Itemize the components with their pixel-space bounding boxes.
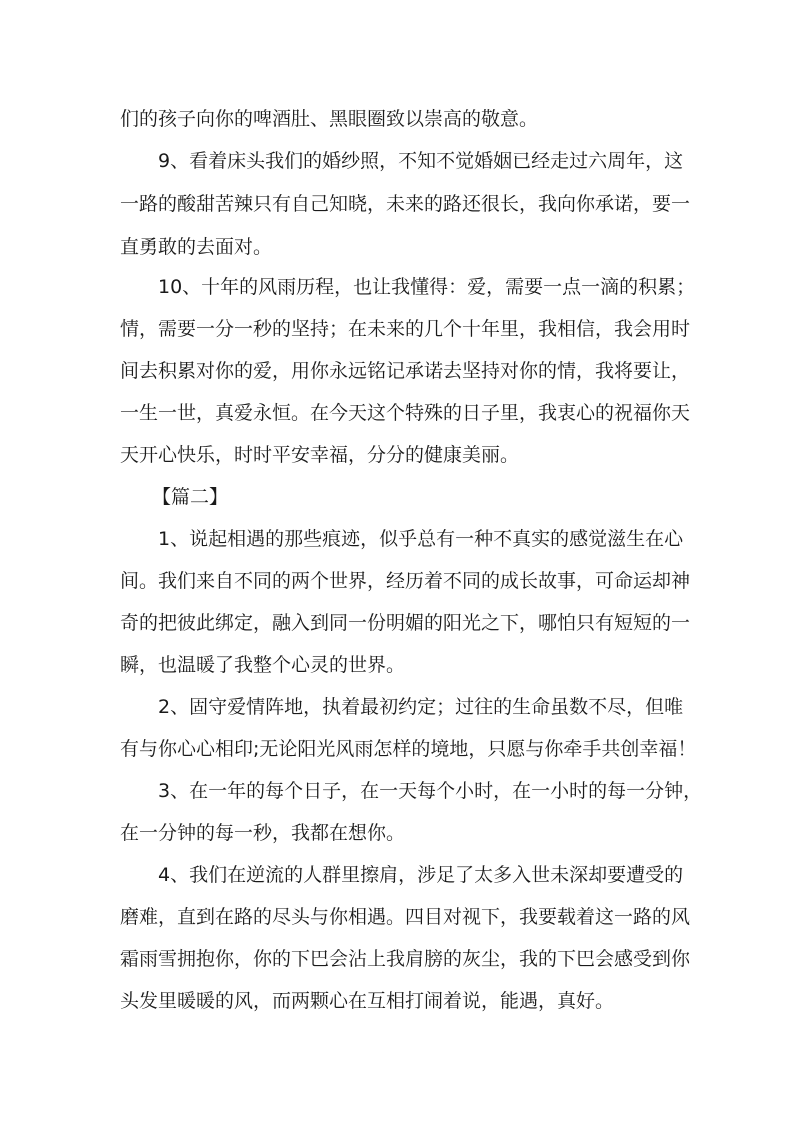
paragraph-line: 间去积累对你的爱，用你永远铭记承诺去坚持对你的情，我将要让， (120, 360, 691, 382)
paragraph-line: 霜雨雪拥抱你，你的下巴会沾上我肩膀的灰尘，我的下巴会感受到你 (120, 948, 691, 970)
paragraph-line: 直勇敢的去面对。 (120, 236, 273, 258)
paragraph-line: 间。我们来自不同的两个世界，经历着不同的成长故事，可命运却神 (120, 570, 691, 592)
paragraph-line: 情，需要一分一秒的坚持；在未来的几个十年里，我相信，我会用时 (120, 318, 691, 340)
paragraph-line: 4、我们在逆流的人群里擦肩，涉足了太多入世未深却要遭受的 (158, 864, 684, 886)
paragraph-line: 有与你心心相印;无论阳光风雨怎样的境地，只愿与你牵手共创幸福！ (120, 738, 697, 760)
paragraph-line: 瞬，也温暖了我整个心灵的世界。 (120, 654, 406, 676)
paragraph-line: 在一分钟的每一秒，我都在想你。 (120, 822, 406, 844)
section-heading: 【篇二】 (152, 486, 229, 508)
paragraph-line: 头发里暖暖的风，而两颗心在互相打闹着说，能遇，真好。 (120, 990, 615, 1012)
paragraph-line: 们的孩子向你的啤酒肚、黑眼圈致以崇高的敬意。 (120, 108, 539, 130)
paragraph-line: 磨难，直到在路的尽头与你相遇。四目对视下，我要载着这一路的风 (120, 906, 691, 928)
paragraph-line: 10、十年的风雨历程，也让我懂得：爱，需要一点一滴的积累； (158, 276, 696, 298)
paragraph-line: 3、在一年的每个日子，在一天每个小时，在一小时的每一分钟， (158, 780, 703, 802)
paragraph-line: 一生一世，真爱永恒。在今天这个特殊的日子里，我衷心的祝福你天 (120, 402, 691, 424)
paragraph-line: 9、看着床头我们的婚纱照，不知不觉婚姻已经走过六周年，这 (158, 150, 684, 172)
paragraph-line: 2、固守爱情阵地，执着最初约定；过往的生命虽数不尽，但唯 (158, 696, 684, 718)
paragraph-line: 天开心快乐，时时平安幸福，分分的健康美丽。 (120, 444, 520, 466)
paragraph-line: 一路的酸甜苦辣只有自己知晓，未来的路还很长，我向你承诺，要一 (120, 193, 691, 215)
paragraph-line: 1、说起相遇的那些痕迹，似乎总有一种不真实的感觉滋生在心 (158, 528, 684, 550)
paragraph-line: 奇的把彼此绑定，融入到同一份明媚的阳光之下，哪怕只有短短的一 (120, 612, 691, 634)
